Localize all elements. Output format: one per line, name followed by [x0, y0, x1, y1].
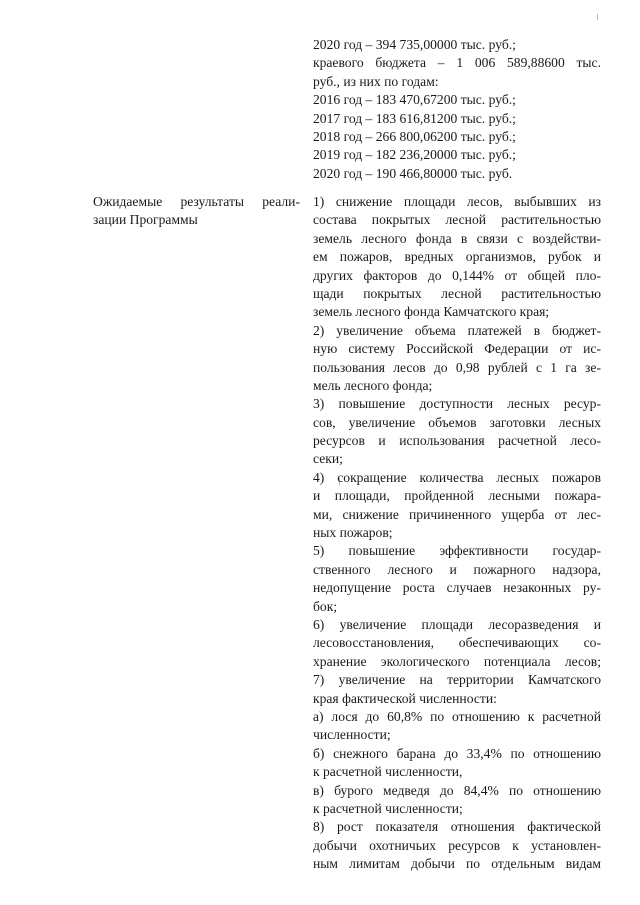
funding-line: 2019 год – 182 236,20000 тыс. руб.;: [313, 147, 516, 163]
results-line: 2) увеличение объема платежей в бюджет-: [313, 322, 601, 338]
results-line: ную систему Российской Федерации от ис-: [313, 341, 601, 357]
scan-mark-top-right: [597, 14, 598, 20]
results-line: и площади, пройденной лесными пожара-: [313, 488, 601, 504]
results-line: 6) увеличение площади лесоразведения и: [313, 616, 601, 632]
results-line: 8) рост показателя отношения фактической: [313, 819, 601, 835]
funding-line: 2016 год – 183 470,67200 тыс. руб.;: [313, 92, 516, 108]
label-line: Ожидаемые результаты реали-: [93, 194, 300, 209]
results-line: к расчетной численности,: [313, 764, 463, 780]
expected-results-label: [93, 193, 300, 230]
results-line: ным лимитам добычи по отдельным видам: [313, 856, 601, 872]
results-line: бок;: [313, 598, 338, 614]
results-line: а) лося до 60,8% по отношению к расчетной: [313, 708, 601, 724]
results-line: 7) увеличение на территории Камчатского: [313, 672, 601, 688]
results-line: 3) повышение доступности лесных ресур-: [313, 396, 601, 412]
results-line: земель лесного фонда в связи с воздействи-: [313, 230, 601, 246]
results-line: в) бурого медведя до 84,4% по отношению: [313, 782, 601, 798]
results-line: б) снежного барана до 33,4% по отношению: [313, 745, 601, 761]
funding-line: краевого бюджета – 1 006 589,88600 тыс.: [313, 55, 601, 71]
funding-line: 2020 год – 190 466,80000 тыс. руб.: [313, 165, 513, 181]
results-line: 4) сокращение количества лесных пожаров: [313, 469, 601, 485]
funding-continuation: [313, 36, 601, 183]
results-line: 1) снижение площади лесов, выбывших из: [313, 194, 601, 209]
funding-line: 2017 год – 183 616,81200 тыс. руб.;: [313, 110, 516, 126]
results-line: мель лесного фонда;: [313, 377, 433, 393]
results-line: ем пожаров, вредных организмов, рубок и: [313, 249, 601, 265]
results-line: численности;: [313, 727, 391, 743]
results-line: хранение экологического потенциала лесов;: [313, 653, 601, 669]
results-line: пользования лесов до 0,98 рублей с 1 га зе-: [313, 359, 601, 375]
results-line: 5) повышение эффективности государ-: [313, 543, 601, 559]
expected-results-body: [313, 193, 601, 873]
results-line: к расчетной численности;: [313, 800, 463, 816]
results-line: щади покрытых лесной растительностью: [313, 285, 601, 301]
results-line: секи;: [313, 451, 343, 467]
results-line: недопущение роста случаев незаконных ру-: [313, 580, 601, 596]
results-line: сов, увеличение объемов заготовки лесных: [313, 414, 601, 430]
results-line: лесовосстановления, обеспечивающих со-: [313, 635, 601, 651]
results-line: земель лесного фонда Камчатского края;: [313, 304, 550, 320]
results-line: ных пожаров;: [313, 525, 393, 541]
funding-line: 2020 год – 394 735,00000 тыс. руб.;: [313, 37, 516, 52]
results-line: ми, снижение причиненного ущерба от лес-: [313, 506, 601, 522]
results-line: ственного лесного и пожарного надзора,: [313, 561, 601, 577]
results-line: добычи охотничьих ресурсов к установлен-: [313, 837, 601, 853]
label-line: зации Программы: [93, 212, 198, 228]
results-line: края фактической численности:: [313, 690, 497, 706]
funding-line: руб., из них по годам:: [313, 73, 439, 89]
funding-line: 2018 год – 266 800,06200 тыс. руб.;: [313, 129, 516, 145]
results-line: состава покрытых лесной растительностью: [313, 212, 601, 228]
results-line: других факторов до 0,144% от общей пло-: [313, 267, 601, 283]
results-line: ресурсов и использования расчетной лесо-: [313, 433, 601, 449]
